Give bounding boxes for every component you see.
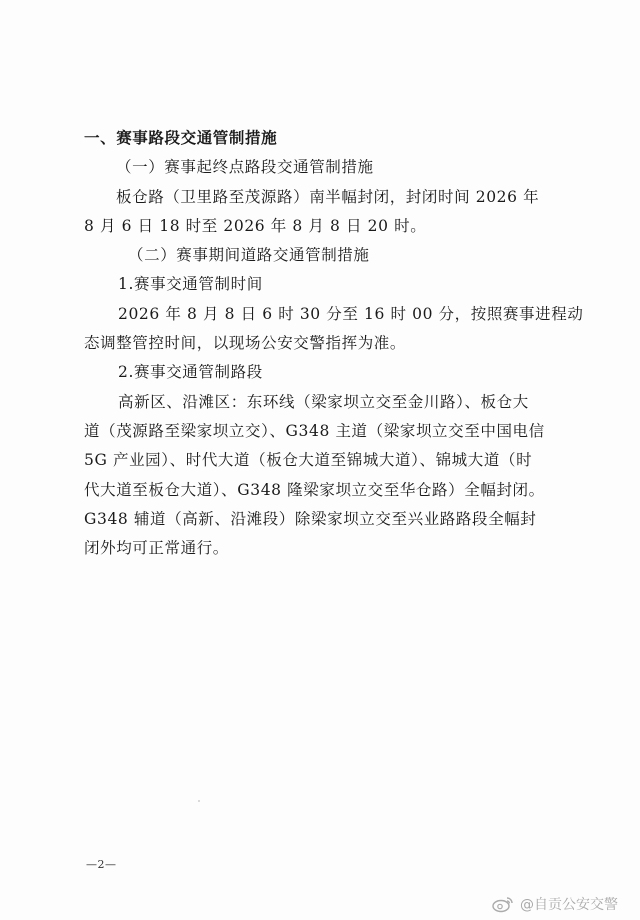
document-line: 高新区、沿滩区：东环线（梁家坝立交至金川路）、板仓大: [118, 392, 529, 411]
page-number: —2—: [86, 858, 117, 871]
document-line: 5G 产业园）、时代大道（板仓大道至锦城大道）、锦城大道（时: [84, 451, 533, 470]
document-line: （二）赛事期间道路交通管制措施: [128, 246, 370, 265]
document-line: （一）赛事起终点路段交通管制措施: [116, 158, 374, 177]
document-line: 板仓路（卫里路至茂源路）南半幅封闭，封闭时间 2026 年: [116, 187, 540, 206]
document-line: G348 辅道（高新、沿滩段）除梁家坝立交至兴业路路段全幅封: [84, 509, 537, 528]
watermark-text: @自贡公安交警: [520, 897, 618, 913]
weibo-icon: [492, 895, 514, 913]
watermark: [492, 894, 618, 914]
document-line: 2.赛事交通管制路段: [118, 363, 263, 382]
document-line: 态调整管控时间，以现场公安交警指挥为准。: [84, 334, 407, 353]
document-body: [84, 128, 584, 567]
document-line: 代大道至板仓大道）、G348 隆梁家坝立交至华仓路）全幅封闭。: [84, 480, 545, 499]
scan-speck: [198, 800, 200, 802]
document-line: 8 月 6 日 18 时至 2026 年 8 月 8 日 20 时。: [84, 216, 427, 235]
document-line: 2026 年 8 月 8 日 6 时 30 分至 16 时 00 分，按照赛事进程动: [118, 304, 584, 323]
section-heading: 一、赛事路段交通管制措施: [84, 129, 278, 147]
document-line: 1.赛事交通管制时间: [118, 275, 263, 294]
document-line: 道（茂源路至梁家坝立交）、G348 主道（梁家坝立交至中国电信: [84, 421, 545, 440]
document-line: 闭外均可正常通行。: [84, 539, 229, 558]
